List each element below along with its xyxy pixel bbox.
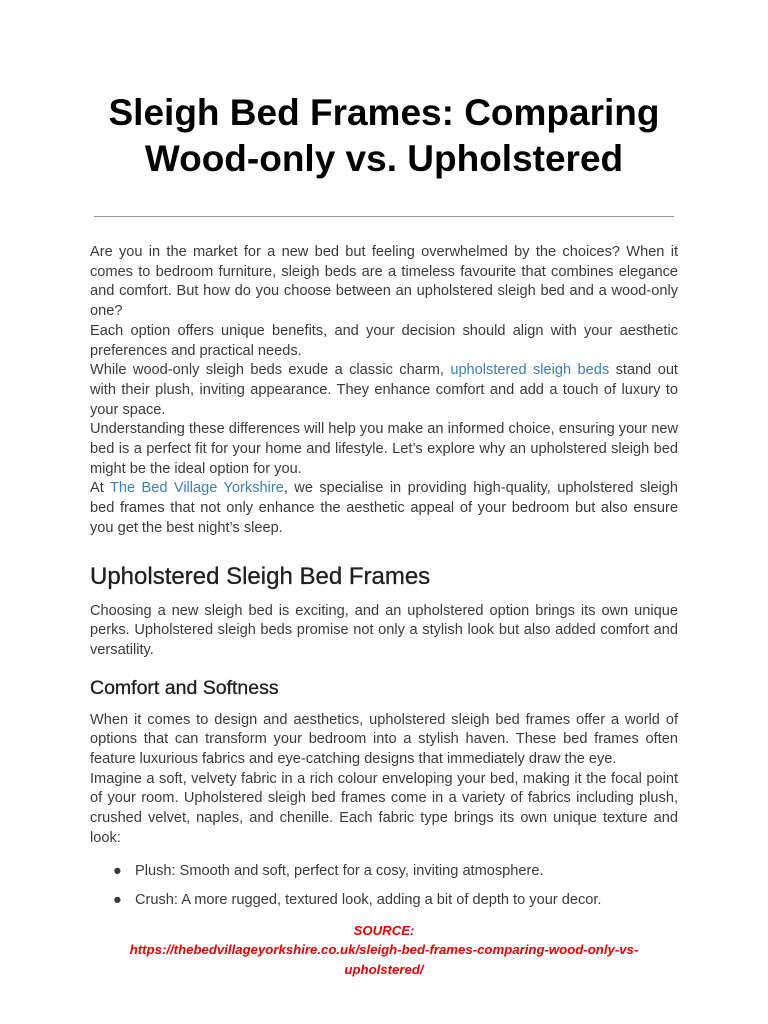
page-title: Sleigh Bed Frames: Comparing Wood-only vs. Upholstered [108,92,660,179]
source-url-link[interactable]: https://thebedvillageyorkshire.co.uk/sleigh-bed-frames-comparing-wood-only-vs-upholstered/ [129,942,639,977]
fabric-list [90,862,678,911]
list-item-text: Plush: Smooth and soft, perfect for a cosy, inviting atmosphere. [135,862,544,879]
subsection-heading-comfort: Comfort and Softness [90,676,279,699]
bullet-dot-icon: ● [113,862,122,879]
intro-paragraph-5 [90,479,678,538]
title-divider [94,216,674,217]
section2-paragraph-1: When it comes to design and aesthetics, upholstered sleigh bed frames offer a world of options that can transform your bedroom into a stylish haven. These bed frames often feature luxurious fabrics and eye-catching designs that immediately draw the eye. [90,711,678,768]
section2-paragraph-2: Imagine a soft, velvety fabric in a rich colour enveloping your bed, making it the focal point of your room. Upholstered sleigh bed frames come in a variety of fabrics including plush, crushed velvet, naples, and chenille. Each fabric type brings its own unique texture and look: [90,770,678,846]
source-label: SOURCE: [353,922,415,938]
list-item [113,891,678,911]
intro-paragraph-3-text-before: While wood-only sleigh beds exude a classic charm, [90,362,451,379]
bed-village-yorkshire-link[interactable]: The Bed Village Yorkshire [109,480,284,497]
intro-paragraph-3-text-after: stand out with their plush, inviting appearance. They enhance comfort and add a touch of luxury to your space. [90,362,678,418]
section1-paragraph-1: Choosing a new sleigh bed is exciting, and an upholstered option brings its own unique perks. Upholstered sleigh beds promise not only a stylish look but also added comfort and versatility. [90,602,678,658]
section-heading-upholstered: Upholstered Sleigh Bed Frames [90,562,431,590]
list-item-text: Crush: A more rugged, textured look, adding a bit of depth to your decor. [135,892,602,909]
intro-paragraph-4: Understanding these differences will help you make an informed choice, ensuring your new bed is a perfect fit for your home and lifestyle. Let’s explore why an upholstered sleigh bed might be the ideal option for you. [90,421,678,477]
list-item [113,862,678,882]
intro-paragraph-2: Each option offers unique benefits, and your decision should align with your aesthetic preferences and practical needs. [90,322,678,359]
intro-paragraph-5-text-before: At [90,480,110,497]
intro-paragraph-3 [90,361,678,420]
source-block [90,921,678,980]
intro-paragraph-5-text-after: , we specialise in providing high-quality, upholstered sleigh bed frames that not only enhance the aesthetic appeal of your bedroom but also ensure you get the best night’s sleep. [90,480,678,536]
bullet-dot-icon: ● [113,892,122,909]
intro-paragraph-1: Are you in the market for a new bed but feeling overwhelmed by the choices? When it comes to bedroom furniture, sleigh beds are a timeless favourite that combines elegance and comfort. But how do you choose between an upholstered sleigh bed and a wood-only one? [90,244,678,320]
article-body [90,243,678,979]
upholstered-sleigh-beds-link[interactable]: upholstered sleigh beds [450,362,610,379]
